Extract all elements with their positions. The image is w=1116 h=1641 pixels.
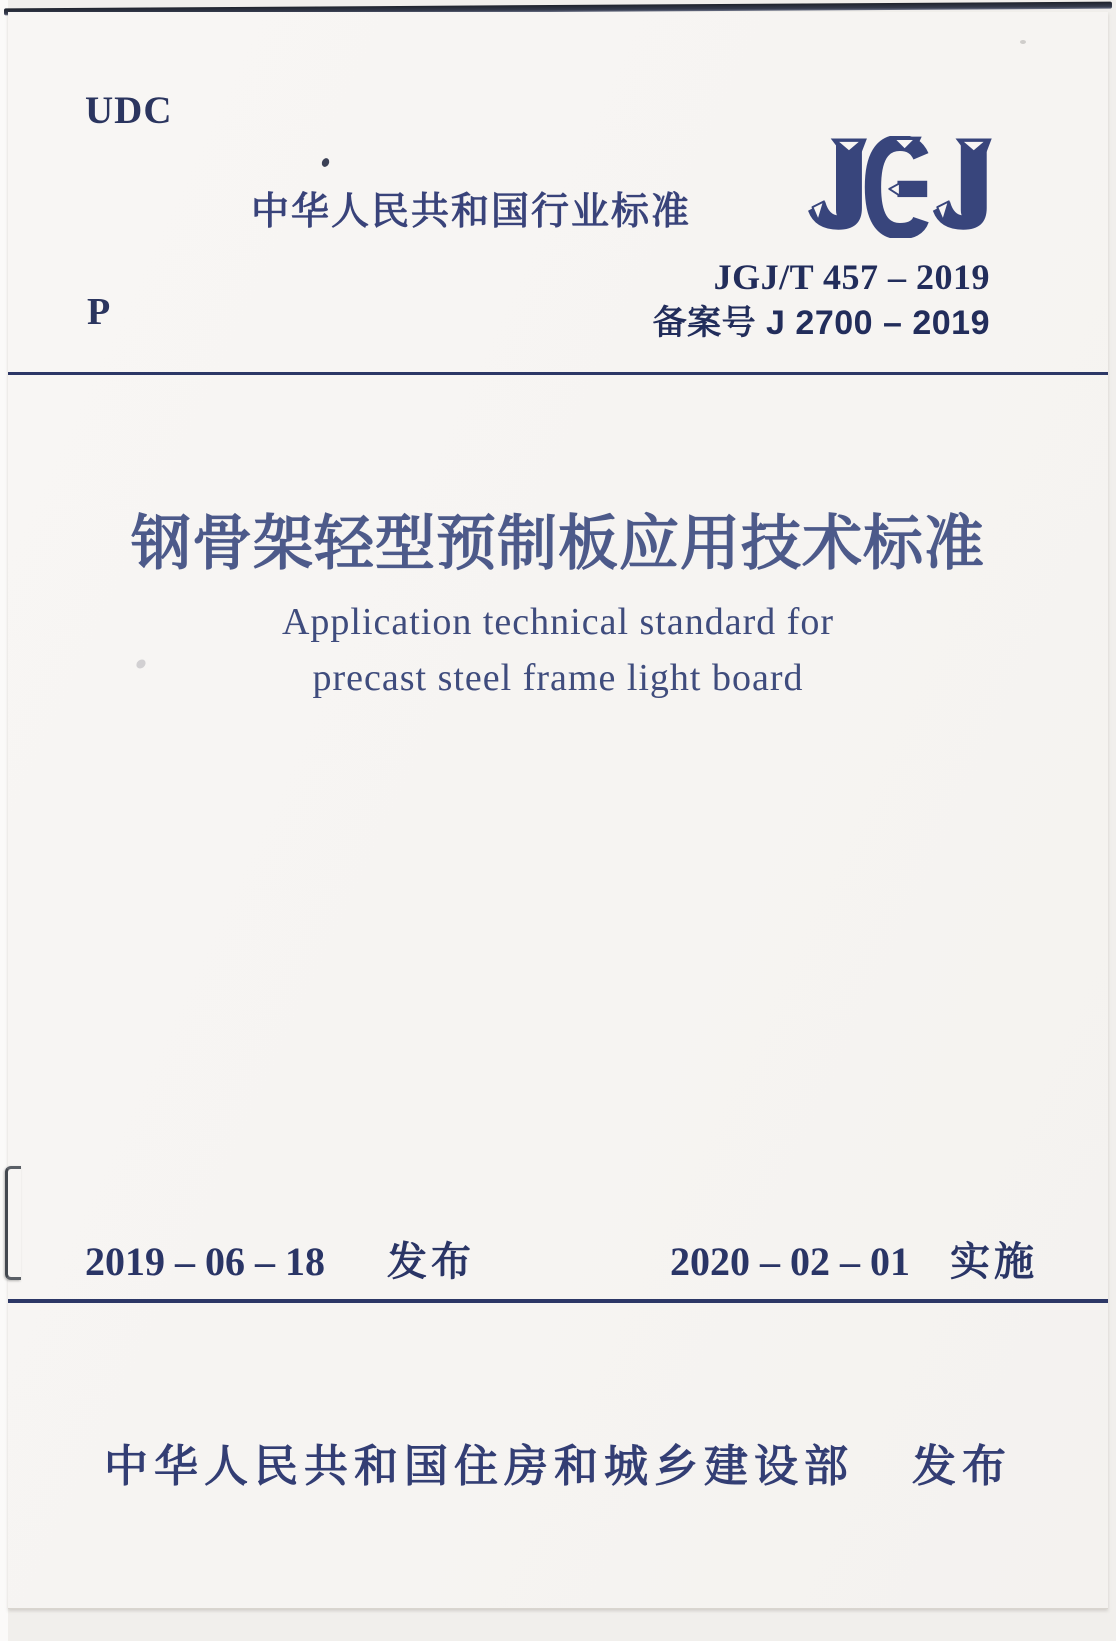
implement-date: 2020 – 02 – 01: [670, 1239, 910, 1284]
issue-date-group: [85, 1230, 475, 1287]
title-english-line2: precast steel frame light board: [312, 657, 804, 699]
issue-date: 2019 – 06 – 18: [85, 1239, 325, 1284]
ink-speck: [320, 157, 330, 168]
udc-label: UDC: [85, 89, 173, 132]
implement-date-group: [670, 1230, 1038, 1287]
paper-mark: [1020, 40, 1026, 44]
cover-page: [8, 12, 1108, 1609]
standard-type-heading: 中华人民共和国行业标准: [251, 191, 692, 233]
publish-label: 发布: [912, 1442, 1012, 1491]
jgj-logo: [800, 136, 992, 238]
title-chinese: 钢骨架轻型预制板应用技术标准: [131, 511, 985, 577]
publisher-line: [8, 1430, 1108, 1494]
scanner-background-strip: [0, 0, 8, 1641]
issue-label: 发布: [387, 1240, 475, 1284]
implement-label: 实施: [950, 1240, 1038, 1284]
footer-divider-rule: [8, 1299, 1108, 1303]
standard-number: JGJ/T 457 – 2019: [713, 257, 990, 297]
publisher-name: 中华人民共和国住房和城乡建设部: [104, 1442, 854, 1491]
binding-staple: [5, 1166, 21, 1280]
title-english-line1: Application technical standard for: [281, 601, 835, 643]
standard-codes: [653, 254, 990, 346]
header-divider-rule: [8, 372, 1108, 375]
p-classification-label: P: [87, 291, 111, 333]
record-number: 备案号 J 2700 – 2019: [652, 304, 990, 342]
date-row: [8, 1230, 1108, 1287]
jgj-logo-graphic: [800, 136, 992, 238]
